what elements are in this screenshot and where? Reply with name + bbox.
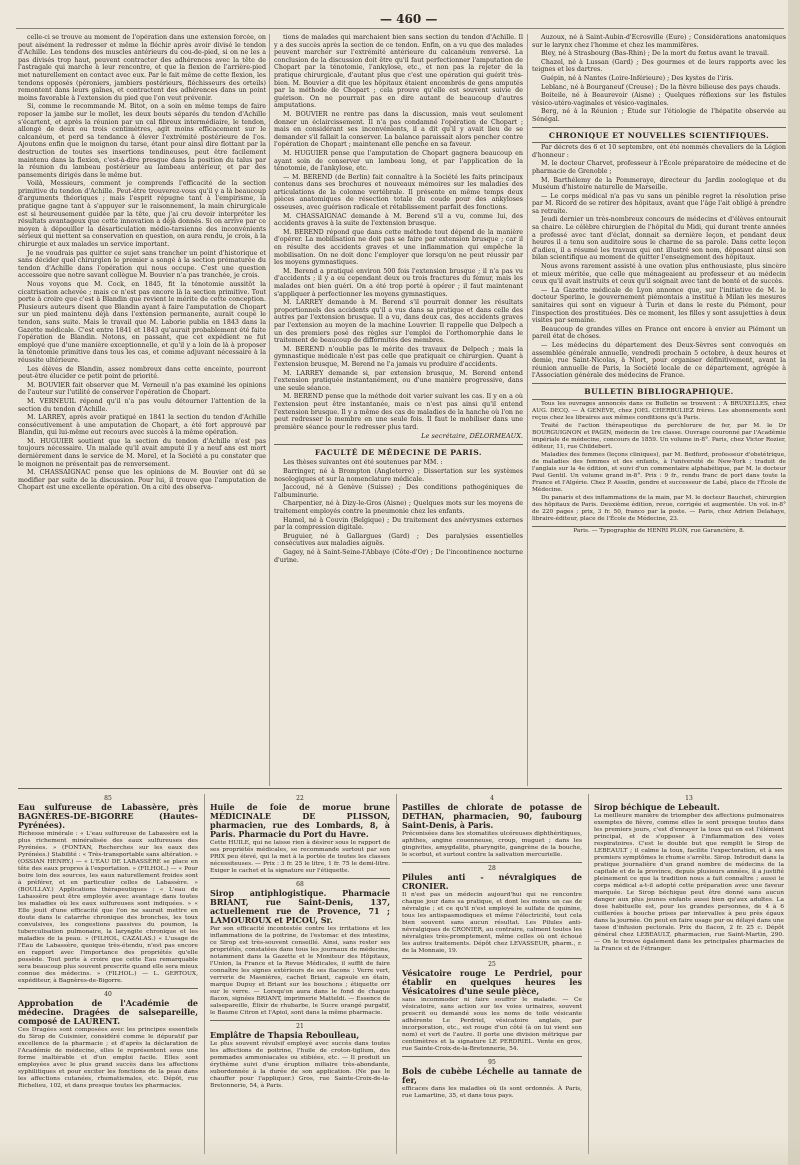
ad-headline: Pilules anti - névralgiques de CRONIER.	[402, 872, 582, 891]
section-rule	[532, 399, 786, 400]
advertisement	[210, 1020, 390, 1090]
ad-divider	[588, 794, 589, 1154]
ad-divider	[396, 794, 397, 1154]
ad-column-4	[594, 794, 784, 1156]
thesis-entry: Charpentier, né à Dizy-le-Gros (Aisne) ; Quelques mots sur les moyens de traitement employés contre la pneumonie chez les enfants.	[274, 500, 523, 516]
bulletin-text	[532, 401, 786, 523]
thesis-entry: Jaccoud, né à Genève (Suisse) ; Des conditions pathogéniques de l'albuminurie.	[274, 484, 523, 499]
article-paragraph: Les élèves de Blandin, assez nombreux dans cette enceinte, pourront peut-être élucider ce petit point de priorité.	[18, 365, 266, 381]
advertisements-rule	[18, 788, 782, 789]
ad-number: 4	[490, 795, 494, 802]
thesis-entry: Auzoux, né à Saint-Aubin-d'Écrosville (Eure) ; Considérations anatomiques sur le larynx chez l'homme et chez les mammifères.	[532, 34, 786, 49]
advertisement	[402, 1056, 582, 1100]
thesis-entry: Bruguier, né à Gallargues (Gard) ; Des paralysies essentielles consécutives aux maladies aiguës.	[274, 532, 523, 548]
bibliography-entry: Tous les ouvrages annoncés dans ce Bulletin se trouvent : À BRUXELLES, chez AUG. DECQ. — À GENÈVE, chez JOEL CHERBULIEZ frères. Les abonnements sont reçus chez les libraires aux mêmes conditions qu'à Paris.	[532, 400, 786, 421]
column-divider	[269, 34, 270, 786]
article-paragraph: M. LARREY, après avoir pratiqué en 1841 la section du tendon d'Achille consécutivement à une amputation de Chopart, a été fort approuvé par Blandin, qui lui-même eut recours avec succès à la même opération.	[18, 414, 266, 437]
ad-headline: Sirop béchique de Lebeault.	[594, 802, 720, 812]
ad-headline: Approbation de l'Académie de médecine. Dragées de salsepareille, composé de LAURENT.	[18, 998, 198, 1026]
ad-number: 68	[296, 881, 304, 888]
faculty-heading: FACULTÉ DE MÉDECINE DE PARIS.	[314, 447, 483, 457]
ad-headline: Bols de cubèbe Léchelle au tannate de fer,	[402, 1066, 582, 1085]
ad-headline: Sirop antiphlogistique. Pharmacie BRIANT, rue Saint-Denis, 137, actuellement rue de Provence, 71 ; LAMOUROUX et PICOU, Sr.	[210, 888, 390, 925]
article-paragraph: M. BOUVIER fait observer que M. Verneuil n'a pas examiné les opinions de l'auteur sur l'utilité de conserver l'opération de Chopart.	[18, 381, 266, 397]
news-paragraph: Par décrets des 6 et 10 septembre, ont été nommés chevaliers de la Légion d'honneur :	[532, 144, 786, 159]
ad-separator	[402, 1056, 582, 1057]
advertisement	[210, 878, 390, 1017]
ad-column-3	[402, 794, 582, 1156]
page-header	[0, 4, 800, 32]
bulletin-heading: BULLETIN BIBLIOGRAPHIQUE.	[584, 386, 734, 396]
ad-body: Cette HUILE, qui ne laisse rien à désirer sous le rapport de ses propriétés médicales, se recommande surtout par son PRIX peu élevé, qui la met à la portée de toutes les classes nécessiteuses. — Prix : 3 fr. 25 le litre, 1 fr. 75 le demi-litre. Exiger le cachet et la signature sur l'étiquette.	[210, 840, 390, 874]
ad-body: Préconisées dans les stomatites ulcéreuses diphthéritiques, aphthes, angine couenneuse, croup, muguet ; dans les gingivites, amygdalite, pharyngite, gangrène de la bouche, le scorbut, et surtout contre la salivation mercurielle.	[402, 831, 582, 858]
article-paragraph: M. VERNEUIL répond qu'il n'a pas voulu détourner l'attention de la section du tendon d'Achille.	[18, 397, 266, 413]
advertisement	[594, 795, 784, 953]
thesis-entry: Hamel, né à Couvin (Belgique) ; Du traitement des anévrysmes externes par la compression digitale.	[274, 516, 523, 532]
ad-number: 95	[488, 1059, 496, 1066]
ad-body: efficaces dans les maladies où ils sont ordonnés. À Paris, rue Lamartine, 35, et dans tous pays.	[402, 1086, 582, 1099]
bibliography-entry: Traité de l'action thérapeutique du perchlorure de fer, par M. le Dr BOURGUIGNON et PAGIN, médecin de 1re classe. Ouvrage couronné par l'Académie impériale de médecine, concours de 1859. Un volume in-8°. Paris, chez Victor Rozier, éditeur, 11, rue Childebert.	[532, 422, 786, 450]
chronique-heading: CHRONIQUE ET NOUVELLES SCIENTIFIQUES.	[548, 130, 770, 140]
section-rule	[532, 127, 786, 128]
ad-number: 85	[104, 795, 112, 802]
column-divider	[527, 34, 528, 786]
ad-separator	[210, 878, 390, 879]
page-number: — 460 —	[380, 12, 438, 26]
article-paragraph: tions de malades qui marchaient bien sans section du tendon d'Achille. Il y a des succès après la section de ce tendon. Enfin, on a vu que des malades peuvent marcher sur l'extrémité antérieure du calcanéum renversé. La conclusion de la discussion doit être qu'il faut perfectionner l'amputation de Chopart par la ténotomie, l'ankylose, etc., et non pas la rejeter de la pratique chirurgicale, d'autant plus que c'est une opération qui guérit très-bien. M. Bouvier a dit que les hôpitaux étaient encombrés de gens amputés par la méthode de Chopart ; cela prouve qu'elle est souvent suivie de guérison. On ne pourrait pas en dire autant de beaucoup d'autres amputations.	[274, 34, 523, 110]
news-paragraph: — Le corps médical n'a pas vu sans un pénible regret la résolution prise par M. Ricord de se retirer des hôpitaux, avant que l'âge l'ait obligé à prendre sa retraite.	[532, 192, 786, 215]
secretary-signature: Le secrétaire, DÉLORMEAUX.	[421, 432, 523, 441]
ad-number: 25	[488, 961, 496, 968]
article-paragraph: M. BEREND n'oublie pas le mérite des travaux de Delpech ; mais la gymnastique médicale n'est pas celle que pratiquait ce chirurgien. Quant à l'extension brusque, M. Berend ne l'a jamais vu produire d'accidents.	[274, 345, 523, 368]
thesis-entry: Boiteile, né à Beaurevoir (Aisne) ; Quelques réflexions sur les fistules vésico-utéro-vaginales et vésico-vaginales.	[532, 92, 786, 107]
news-paragraph: Nous avons rarement assisté à une ovation plus enthousiaste, plus sincère et mieux méritée, que celle que ménageaient au professeur et au médecin ceux qu'il avait instruits et ceux qu'il soignait avec tant de bonté et de succès.	[532, 263, 786, 286]
bibliography-entry: Du panaris et des inflammations de la main, par M. le docteur Bauchet, chirurgien des hôpitaux de Paris. Deuxième édition, revue, corrigée et augmentée. Un vol. in-8° de 220 pages ; prix, 3 fr. 50, franco par la poste. — Paris, chez Adrien Delahaye, libraire-éditeur, place de l'École de Médecine, 23.	[532, 494, 786, 522]
column-middle	[274, 34, 523, 788]
ad-column-1	[18, 794, 198, 1156]
news-paragraph: — Les médecins du département des Deux-Sèvres sont convoqués en assemblée générale annuelle, vendredi prochain 5 octobre, à deux heures et demie, rue Saint-Nicolas, à Niort, pour organiser définitivement, avant la réunion annuelle de Paris, la Société locale de ce département, agrégée à l'Association générale des médecins de France.	[532, 341, 786, 380]
article-paragraph: M. BOUVIER ne rentre pas dans la discussion, mais veut seulement donner un éclaircissement. Il n'a pas condamné l'opération de Chopart ; mais en considérant ses inconvénients, il a dit qu'il y avait lieu de se demander s'il fallait la conserver. La balance paraissait alors pencher contre l'opération de Chopart ; maintenant elle penche en sa faveur.	[274, 110, 523, 149]
section-rule	[532, 383, 786, 384]
article-paragraph: Je ne voudrais pas quitter ce sujet sans trancher un point d'historique et sans décider quel chirurgien le premier a songé à la section prématurée du tendon d'Achille dans l'opération qui nous occupe. C'est une question accessoire que notre savant collègue M. Bouvier n'a pas tranchée, je crois.	[18, 249, 266, 280]
ad-body: Le plus souvent révulsif employé avec succès dans toutes les affections de poitrine, l'huile de croton-tiglium, des pommades ammoniacales ou stibiées, etc. — Il produit un érythème suivi d'une éruption miliaire très-abondante, subordonnée à la durée de son application. (Ne pas le chauffer pour l'appliquer.) Gros, rue Sainte-Croix-de-la-Bretonnerie, 54, à Paris.	[210, 1041, 390, 1089]
thesis-entry: Barringer, né à Brompton (Angleterre) ; Dissertation sur les systèmes nosologiques et sur la nomenclature médicale.	[274, 468, 523, 483]
ad-body: La meilleure manière de triompher des affections pulmonaires exemptes de fièvre, comme elles le sont presque toutes dans les premiers jours, c'est d'enrayer la toux qui en est l'élément principal, et de s'opposer à l'inflammation des voies respiratoires. C'est le double but que remplit le Sirop de LEBEAULT ; il calme la toux, facilite l'expectoration, et à ses premiers symptômes le rhume s'arrête. Sirop. Introduit dans la pratique journalière d'un grand nombre de médecins de la capitale et de la province, depuis plusieurs années, il a justifié pleinement ce que la tradition nous a fait connaître ; aussi le corps médical a-t-il adopté cette préparation avec une faveur marquée. Le Sirop béchique peut être donné sans aucun danger aux plus jeunes enfants aussi bien qu'aux adultes. La dose habituelle est, pour les grandes personnes, de 4 à 6 cuillerées à bouche prises par intervalles à peu près égaux dans la journée. On peut en faire usage pur ou délayé dans une tasse d'infusion pectorale. Prix du flacon, 2 fr. 25 c. Dépôt général chez LEBEAULT, pharmacien, rue Saint-Martin, 290. — On le trouve également dans les principales pharmacies de la France et de l'étranger.	[594, 813, 784, 952]
news-paragraph: — La Gazette médicale de Lyon annonce que, sur l'initiative de M. le docteur Sperino, le gouvernement piémontais a institué à Milan les mesures sanitaires qui sont en vigueur à Turin et dans le reste du Piémont, pour l'inspection des prostituées. Dès ce moment, les filles y sont assujetties à deux visites par semaine.	[532, 286, 786, 325]
advertisement	[402, 795, 582, 859]
theses-list	[274, 459, 523, 564]
chronique-text	[532, 144, 786, 380]
article-paragraph: M. HUGUIER pense que l'amputation de Chopart gagnera beaucoup en ayant soin de conserver un lambeau long, et par l'application de la ténotomie, de l'ankylose, etc.	[274, 149, 523, 173]
news-paragraph: Beaucoup de grandes villes en France ont encore à envier au Piémont un pareil état de choses.	[532, 325, 786, 341]
thesis-entry: Guépin, né à Nantes (Loire-Inférieure) ; Des kystes de l'iris.	[541, 74, 734, 82]
thesis-entry: Gagey, né à Saint-Seine-l'Abbaye (Côte-d'Or) ; De l'incontinence nocturne d'urine.	[274, 549, 523, 564]
thesis-entry: Les thèses suivantes ont été soutenues par MM. :	[283, 459, 443, 467]
ad-number: 40	[104, 991, 112, 998]
society-minutes	[274, 34, 523, 431]
article-paragraph: Voilà, Messieurs, comment je comprends l'efficacité de la section primitive du tendon d'Achille. Peut-être trouverez-vous qu'il y a là beaucoup d'arguments théoriques ; mais l'esprit répugne tant à l'empirisme, la pratique gagne tant à s'appuyer sur le raisonnement, la main chirurgicale est si heureusement guidée par la tête, que j'ai cru devoir interpréter les résultats avantageux que cette innovation a déjà donnés. Si on arrive par ce moyen à dépouiller la désarticulation médio-tarsienne des inconvénients sérieux qui mettent sa conservation en question, on aura rendu, je crois, à la chirurgie et aux malades un service important.	[18, 180, 266, 249]
ad-column-2	[210, 794, 390, 1156]
page-edge	[788, 0, 800, 1165]
advertisement	[402, 862, 582, 955]
thesis-entry: Bley, né à Strasbourg (Bas-Rhin) ; De la mort du fœtus avant le travail.	[541, 50, 770, 58]
news-paragraph: Jeudi dernier un très-nombreux concours de médecins et d'élèves entourait sa chaire. Le célèbre chirurgien de l'hôpital du Midi, qui durant trente années a professé avec tant d'éclat, donnait sa dernière leçon, et pendant deux heures il a tenu son auditoire sous le charme de sa parole. Dans cette leçon d'adieu, il a résumé les travaux qui ont illustré son nom, déposant ainsi son bilan scientifique au moment de quitter l'enseignement des hôpitaux.	[532, 216, 786, 262]
ad-body: sans incommoder ni faire souffrir le malade. — Ce vésicatoire, sans action sur les voies urinaires, souvent prescrit ou demandé sous les noms de toile vésicante adhérente Le Perdriel, vésicatoire anglais, par incorporation, etc., est rouge d'un côté (à on lui vient son nom) et vert de l'autre. Il porte une division métrique par centimètres et la signature LE PERDRIEL. Vente en gros, rue Sainte-Croix-de-la-Bretonnerie, 54.	[402, 997, 582, 1052]
advertisement	[210, 795, 390, 875]
ad-number: 28	[488, 865, 496, 872]
ad-separator	[402, 862, 582, 863]
ad-number: 21	[296, 1023, 304, 1030]
ad-headline: Emplâtre de Thapsia Reboulleau,	[210, 1030, 360, 1040]
ad-separator	[210, 1020, 390, 1021]
article-paragraph: M. LARREY demande si, par extension brusque, M. Berend entend l'extension pratiquée instantanément, ou d'une manière progressive, dans une seule séance.	[274, 369, 523, 392]
advertisement	[402, 958, 582, 1053]
ad-separator	[402, 958, 582, 959]
ad-body: Par son efficacité incontestée contre les irritations et les inflammations de la poitrine, de l'estomac et des intestins, ce Sirop est très-souvent conseillé. Ainsi, sans rester ses propriétés, constatées dans tous les journaux de médecine, notamment dans la Gazette et le Moniteur des Hôpitaux, l'Union, la France et la Revue Médicales, il suffit de faire connaître les signes extérieurs de ses flacons : Verre vert, verrerie de Masnières, cachet Briant, capsule en étain, marque Dupuy et Briant sur les bouchons ; étiquette orr sur le verre. — Lorsqu'on aura dans le fond de chaque flacon, signées BRIANT, imprimerie Matteldi. — Essence de salsepareille, Élixir de rhubarbe, le Sucre orangé purgatif, le Baume Citron et l'Apiol, sont dans la même pharmacie.	[210, 926, 390, 1016]
column-left	[18, 34, 266, 788]
article-paragraph: M. HUGUIER soutient que la section du tendon d'Achille n'est pas toujours nécessaire. Un malade qu'il avait amputé il y a neuf ans est mort dernièrement dans le service de M. Morel, et la Société a pu constater que le moignon ne présentait pas de renversement.	[18, 437, 266, 468]
ad-headline: Vésicatoire rouge Le Perdriel, pour établir en quelques heures les Vésicatoires d'une seule pièce,	[402, 968, 582, 996]
ad-body: Ces Dragées sont composées avec les principes essentiels du Sirop de Cuisinier, considéré comme le dépuratif par excellence de la pharmacie ; et d'après la déclaration de l'Académie de médecine, elles le représentent sous une forme inaltérable et d'un emploi facile. Elles sont employées avec le plus grand succès dans les affections syphilitiques et pour exciter les fonctions de la peau dans les affections cutanées, rhumatismales, etc. Dépôt, rue Richelieu, 102, et dans presque toutes les pharmacies.	[18, 1027, 198, 1089]
news-paragraph: M. le docteur Charvet, professeur à l'École préparatoire de médecine et de pharmacie de Grenoble ;	[532, 160, 786, 175]
imprint: Paris. — Typographie de HENRI PLON, rue Garancière, 8.	[573, 527, 745, 534]
ad-number: 22	[296, 795, 304, 802]
article-paragraph: M. Berend a pratiqué environ 500 fois l'extension brusque ; il n'a pas vu d'accidents ; il y a eu cependant deux ou trois fractures du fémur, mais les malades ont bien guéri. On a été trop porté à opérer ; il faut maintenant s'appliquer à perfectionner les moyens gymnastiques.	[274, 267, 523, 298]
ad-separator	[18, 988, 198, 989]
theses-list-continued	[532, 34, 786, 124]
ad-headline: Huile de foie de morue brune MÉDICINALE DE PLISSON, pharmacien, rue des Lombards, 8, à Paris. Pharmacie du Port du Havre.	[210, 802, 390, 839]
ad-number: 13	[685, 795, 693, 802]
article-paragraph: Nous voyons que M. Cock, en 1845, fit la ténotomie aussitôt la cicatrisation achevée ; mais ce n'est pas encore là la section primitive. Tout porte à croire que c'est à Blandin que revient le mérite de cette conception. Plusieurs auteurs disent que Blandin ayant à faire l'amputation de Chopart sur un pied maintenu déjà dans l'extension permanente, aurait coupé le tendon, sans suite. Mais le travail que M. Laborie publia en 1843 dans la Gazette médicale. C'est entre 1841 et 1843 qu'aurait probablement été faite l'opération de Blandin. Notons, en passant, que cet expédient ne fut employé que d'une manière exceptionnelle, et qu'il y a loin de là à proposer la ténotomie primitive dans tous les cas, et comme adjuvant nécessaire à la réussite ultérieure.	[18, 281, 266, 364]
bibliography-entry: Maladies des femmes (leçons cliniques), par M. Bedford, professeur d'obstétrique, de maladies des femmes et des enfants, à l'université de New-York ; traduit de l'anglais sur la 4e édition, et suivi d'un commentaire alphabétique, par M. le docteur Paul Gentil. Un volume grand in-8°. Prix : 9 fr., rendu franc de port dans toute la France et l'Algérie. Chez P. Asselin, gendre et successeur de Labé, place de l'École de Médecine.	[532, 451, 786, 493]
article-paragraph: Si, comme le recommande M. Bitot, on a soin en même temps de faire reposer la jambe sur le mollet, les deux bouts séparés du tendon d'Achille s'écartent, et après la réunion par un cal fibreux intermédiaire, le tendon, allongé de deux ou trois centimètres, agit moins efficacement sur le calcanéum, et perd sa tendance à élever l'extrémité postérieure de l'os. Ajoutons enfin que le moignon du tarse, étant pour ainsi dire flottant par la destruction de toutes ses insertions tendineuses, peut être facilement maintenu dans la flexion, c'est-à-dire presque dans la position du talus par la réunion du lambeau postérieur au lambeau antérieur, et par des pansements dirigés dans le même but.	[18, 103, 266, 179]
article-paragraph: M. CHASSAIGNAC demande à M. Berend s'il a vu, comme lui, des accidents graves à la suite de l'extension brusque.	[274, 212, 523, 228]
ad-body: Richesse minérale : « L'eau sulfureuse de Labassère est la plus richement minéralisée des eaux sulfureuses des Pyrénées. » (FONTAN, Recherches sur les eaux des Pyrénées.) Stabilité : « Très-transportable sans altération. » (OSSIAN HENRY.) — « L'EAU DE LABASSÈRE se place en tête des eaux propres à l'exportation. » (FILHOL.) — « Pour boire loin des sources, les eaux naturellement froides sont à préférer, et en particulier celles de Labassère. » (BOULLAY.) Applications thérapeutiques : « L'eau de Labassère peut être employée avec avantage dans toutes les maladies où les eaux sulfureuses sont indiquées. » « Elle jouit d'une efficacité que l'on ne saurait mettre en doute dans le catarrhe chronique des bronches, les toux convulsives, les congestions passives du poumon, la tuberculisation pulmonaire, la laryngite chronique et les maladies de la peau. » (FILHOL, CAZALAS.) « L'usage de l'Eau de Labassère, quoique très-étendu, n'est pas encore en rapport avec l'importance des propriétés qu'elle possède. Tout porte à croire que cette Eau remarquable sera beaucoup plus souvent prescrite quand elle sera mieux connue des médecins. » (FILHOL.) — L. GERTOUX, expéditeur, à Bagnères-de-Bigorre.	[18, 831, 198, 984]
column-right	[532, 34, 786, 788]
article-paragraph: celle-ci se trouve au moment de l'opération dans une extension forcée, on peut aisément la redresser et même la fléchir après avoir divisé le tendon d'Achille. Les tendons des muscles antérieurs du cou-de-pied, si on ne les a pas divisés trop haut, peuvent contracter des adhérences avec la tête de l'astragale qui marche à leur rencontre, et que la flexion de l'arrière-pied met naturellement en contact avec eux. Par le fait même de cette flexion, les tendons opposés (péroniers, jambiers postérieurs, fléchisseurs des orteils) remontent dans leurs gaînes, et contractent des adhérences dans un point moins favorable à l'extension du pied que l'on veut prévenir.	[18, 34, 266, 102]
article-paragraph: — M. BEREND (de Berlin) fait connaître à la Société les faits principaux contenus dans ses brochures et nouveaux mémoires sur les maladies des articulations de la colonne vertébrale. Il présente en même temps deux pièces anatomiques de résection totale du coude pour des ankyloses osseuses, avec guérison radicale et rétablissement parfait des fonctions.	[274, 173, 523, 212]
article-paragraph: M. LARREY demande à M. Berend s'il pourrait donner les résultats proportionnels des accidents qu'il a vus dans sa pratique et dans celle des autres par l'extension brusque. Il a vu, dans deux cas, des accidents graves par l'extension au moyen de la machine Louvrier. Il rappelle que Delpech a un des premiers posé des règles sur l'emploi de l'orthomorphie dans le traitement de beaucoup de difformités des membres.	[274, 299, 523, 345]
ad-body: Il n'est pas un médecin aujourd'hui qui ne rencontre chaque jour dans sa pratique, et dont les moins un cas de névralgie ; et ce qu'il n'est employé le sulfate de quinine, tous les antispasmodiques et même l'électricité, tout cela bien souvent sans aucun résultat. Les Pilules anti-névralgiques de CRONIER, au contraire, calment toutes les névralgies très-promptement, même celles où ont échoué les autres traitements. Dépôt chez LEVASSEUR, pharm., r. de la Monnaie, 19.	[402, 892, 582, 954]
section-rule	[532, 142, 786, 143]
thesis-entry: Chazel, né à Lussan (Gard) ; Des gourmes et de leurs rapports avec les teignes et les dartres.	[532, 58, 786, 74]
section-rule	[532, 526, 786, 527]
section-rule	[274, 444, 523, 445]
article-paragraph: M. BEREND pense que la méthode doit varier suivant les cas. Il y en a où l'extension peut être instantanée, mais ce n'est pas ainsi qu'il entend l'extension brusque. Il y a même des cas de maladies de la hanche où l'on ne peut redresser le membre en une seule fois. Il faut le mobiliser dans une première séance pour le redresser plus tard.	[274, 393, 523, 431]
article-paragraph: M. CHASSAIGNAC pense que les opinions de M. Bouvier ont dû se modifier par suite de la discussion. Pour lui, il trouve que l'amputation de Chopart est une excellente opération. On a cité des observa-	[18, 469, 266, 492]
article-paragraph: M. BEREND répond que dans cette méthode tout dépend de la manière d'opérer. La mobilisation ne doit pas se faire par extension brusque ; car il en résulte des accidents graves et une inflammation qui empêche la mobilisation. On ne doit donc l'employer que lorsqu'on ne peut réussir par les moyens gymnastiques.	[274, 228, 523, 267]
header-rule	[16, 28, 784, 29]
advertisement	[18, 988, 198, 1090]
ad-headline: Eau sulfureuse de Labassère, près BAGNÈRES-DE-BIGORRE (Hautes-Pyrénées).	[18, 802, 198, 830]
ad-divider	[204, 794, 205, 1154]
thesis-entry: Berg, né à la Réunion ; Étude sur l'étiologie de l'hépatite observée au Sénégal.	[532, 108, 786, 123]
advertisement	[18, 795, 198, 985]
thesis-entry: Leblanc, né à Bourganeuf (Creuse) ; De la fièvre bilieuse des pays chauds.	[541, 83, 781, 91]
news-paragraph: M. Barthélemy de la Pommeraye, directeur du Jardin zoologique et du Muséum d'histoire naturelle de Marseille.	[532, 176, 786, 192]
ad-headline: Pastilles de chlorate de potasse de DETHAN, pharmacien, 90, faubourg Saint-Denis, à Paris.	[402, 802, 582, 830]
